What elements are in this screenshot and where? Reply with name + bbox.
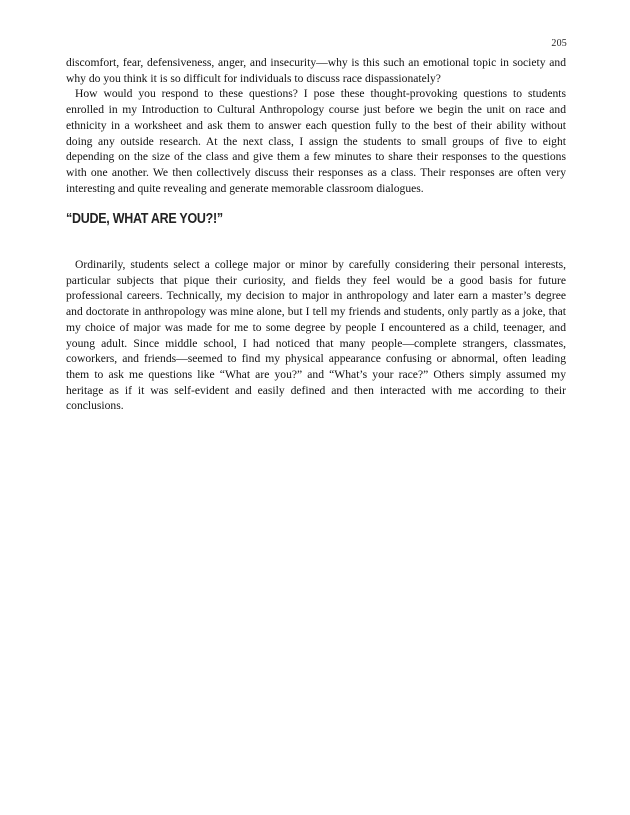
body-paragraph: Ordinarily, students select a college major or minor by carefully considering their personal interests, particular subjects that pique their curiosity, and fields they feel would be a good basis for future professional careers. Technically, my decision to major in anthropology and later earn a master’s degree and doctorate in anthropology was mine alone, but I tell my friends and students, only partly as a joke, that my choice of major was made for me to some degree by people I encountered as a child, teenager, and young adult. Since middle school, I had noticed that many people—complete strangers, classmates, coworkers, and friends—seemed to find my physical appearance confusing or abnormal, often leading them to ask me questions like “What are you?” and “What’s your race?” Others simply assumed my heritage as if it was self-evident and easily defined and then interacted with me according to their conclusions. (66, 258, 566, 413)
continued-paragraph: discomfort, fear, defensiveness, anger, and insecurity—why is this such an emotional topic in society and why do you think it is so difficult for individuals to discuss race dispassionately? (66, 56, 566, 85)
section-heading: “DUDE, WHAT ARE YOU?!” (66, 211, 223, 227)
section-text-block (66, 257, 566, 414)
intro-text-block (66, 55, 566, 196)
body-paragraph: How would you respond to these questions? I pose these thought-provoking questions to students enrolled in my Introduction to Cultural Anthropology course just before we begin the unit on race and ethnicity in a worksheet and ask them to answer each question fully to the best of their ability without doing any outside research. At the next class, I assign the students to small groups of five to eight depending on the size of the class and give them a few minutes to share their responses to the questions with one another. We then collectively discuss their responses as a class. Their responses are often very interesting and quite revealing and generate memorable classroom dialogues. (66, 87, 566, 195)
page-number: 205 (551, 38, 567, 49)
